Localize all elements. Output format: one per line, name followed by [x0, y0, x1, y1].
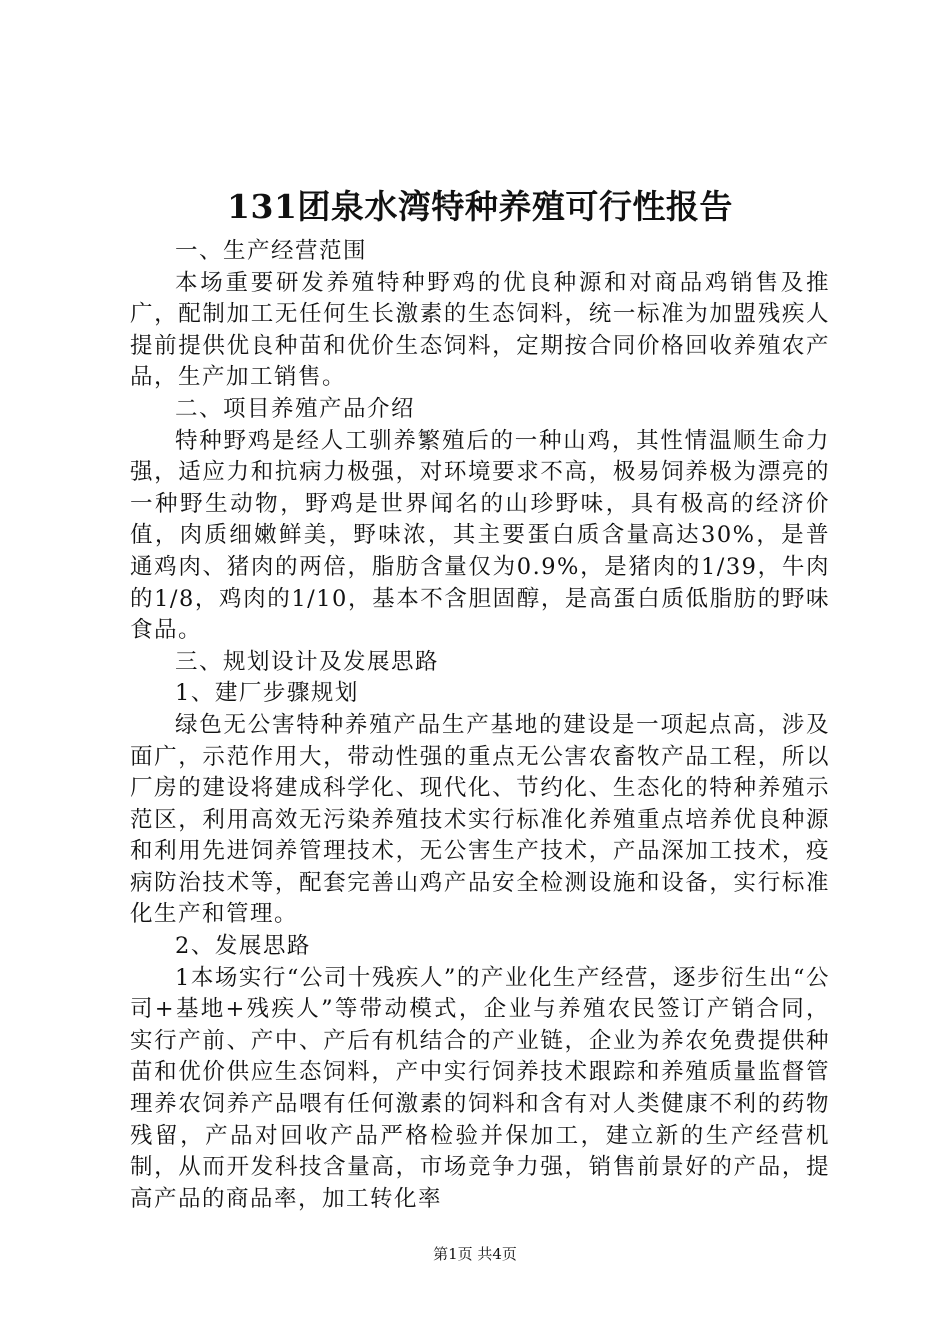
section-heading-planning: 三、规划设计及发展思路 — [175, 648, 440, 675]
section-heading-products: 二、项目养殖产品介绍 — [175, 395, 416, 422]
paragraph-construction: 绿色无公害特种养殖产品生产基地的建设是一项起点高，涉及面广，示范作用大，带动性强的重点无公害农畜牧产品工程，所以厂房的建设将建成科学化、现代化、节约化、生态化的特种养殖示范区，利用高效无污染养殖技术实行标准化养殖重点培养优良种源和利用先进饲养管理技术，无公害生产技术，产品深加工技术，疫病防治技术等，配套完善山鸡产品安全检测设施和设备，实行标准化生产和管理。 — [130, 711, 830, 928]
subheading-development: 2、发展思路 — [175, 933, 311, 960]
paragraph-development: 1本场实行“公司十残疾人”的产业化生产经营，逐步衍生出“公司+基地+残疾人”等带动模式，企业与养殖农民签订产销合同，实行产前、产中、产后有机结合的产业链，企业为养农免费提供种苗和优价供应生态饲料，产中实行饲养技术跟踪和养殖质量监督管理养农饲养产品喂有任何激素的饲料和含有对人类健康不利的药物残留，产品对回收产品严格检验并保加工，建立新的生产经营机制，从而开发科技含量高，市场竞争力强，销售前景好的产品，提高产品的商品率，加工转化率 — [130, 964, 830, 1212]
paragraph-products: 特种野鸡是经人工驯养繁殖后的一种山鸡，其性情温顺生命力强，适应力和抗病力极强，对环境要求不高，极易饲养极为漂亮的一种野生动物，野鸡是世界闻名的山珍野味，具有极高的经济价值，肉质细嫩鲜美，野味浓，其主要蛋白质含量高达30%，是普通鸡肉、猪肉的两倍，脂肪含量仅为0.9%，是猪肉的1/39，牛肉的1/8，鸡肉的1/10，基本不含胆固醇，是高蛋白质低脂肪的野味食品。 — [130, 427, 830, 644]
subheading-construction: 1、建厂步骤规划 — [175, 680, 359, 707]
document-title: 131团泉水湾特种养殖可行性报告 — [227, 187, 733, 226]
paragraph-scope: 本场重要研发养殖特种野鸡的优良种源和对商品鸡销售及推广，配制加工无任何生长激素的生态饲料，统一标准为加盟残疾人提前提供优良种苗和优价生态饲料，定期按合同价格回收养殖农产品，生产加工销售。 — [130, 269, 830, 391]
section-heading-scope: 一、生产经营范围 — [175, 238, 368, 264]
document-page — [130, 182, 830, 1215]
page-footer: 第1页 共4页 — [433, 1245, 517, 1263]
